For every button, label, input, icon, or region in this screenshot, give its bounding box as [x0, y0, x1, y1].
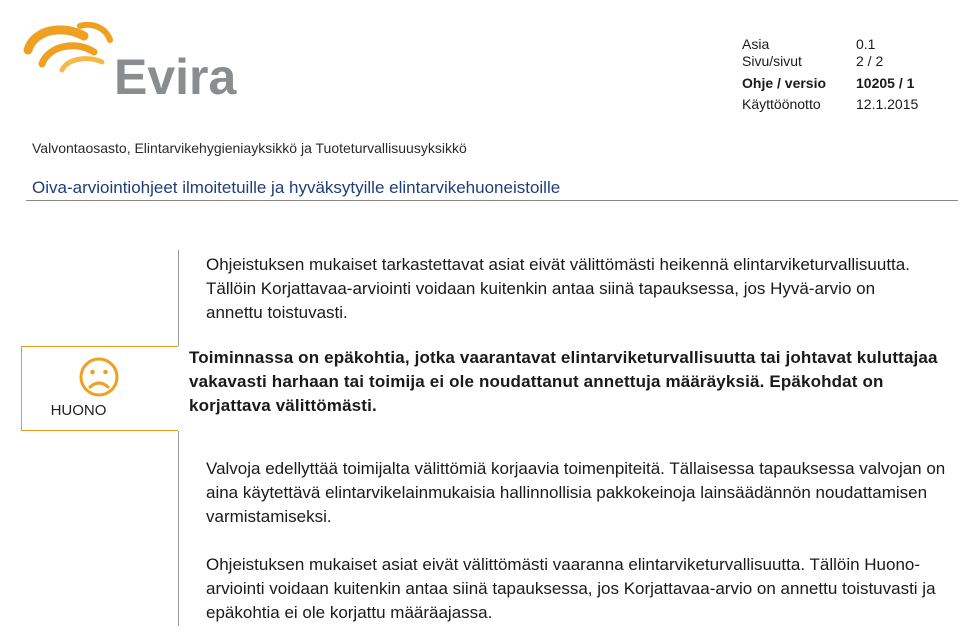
- meta-value: 2 / 2: [856, 53, 884, 69]
- header-divider: [26, 200, 958, 201]
- evira-logo: [22, 22, 272, 102]
- department-line: Valvontaosasto, Elintarvikehygieniayksikkö ja Tuoteturvallisuusyksikkö: [32, 140, 467, 156]
- meta-value: 10205 / 1: [856, 75, 915, 91]
- paragraph-huono-note: Ohjeistuksen mukaiset asiat eivät välittömästi vaaranna elintarviketurvallisuutta. Tällöin Huono-arviointi voidaan kuitenkin antaa siinä tapauksessa, jos Korjattavaa-arvio on annettu toistuvasti ja epäkohtia ei ole korjattu määräajassa.: [206, 555, 936, 622]
- meta-label: Käyttöönotto: [742, 96, 821, 112]
- left-rule-bottom: [178, 431, 179, 626]
- sad-face-icon: [78, 356, 120, 398]
- evira-logo-text: Evira: [114, 49, 237, 102]
- meta-label: Sivu/sivut: [742, 53, 802, 69]
- rating-label: HUONO: [50, 402, 107, 419]
- meta-value: 0.1: [856, 36, 876, 52]
- meta-label: Asia: [742, 36, 770, 52]
- meta-label: Ohje / versio: [742, 75, 827, 91]
- evira-logo-swirl: [28, 25, 110, 70]
- left-rule-top: [178, 250, 179, 346]
- meta-value: 12.1.2015: [856, 96, 919, 112]
- paragraph-huono-definition: Toiminnassa on epäkohtia, jotka vaarantavat elintarviketurvallisuutta tai johtavat kuluttajaa vakavasti harhaan tai toimija ei ole noudattanut annettuja määräyksiä. Epäkohdat on korjattava välittömästi.: [189, 348, 938, 415]
- paragraph-korjattavaa-note: Ohjeistuksen mukaiset tarkastettavat asiat eivät välittömästi heikennä elintarviketurvallisuutta. Tällöin Korjattavaa-arviointi voidaan kuitenkin antaa siinä tapauksessa, jos Hyvä-arvio on annettu toistuvasti.: [206, 255, 910, 322]
- paragraph-corrective-actions: Valvoja edellyttää toimijalta välittömiä korjaavia toimenpiteitä. Tällaisessa tapauksessa valvojan on aina käytettävä elintarvikelainmukaisia hallinnollisia pakkokeinoja lainsäädännön noudattamisen varmistamiseksi.: [206, 459, 946, 526]
- document-title: Oiva-arviointiohjeet ilmoitetuille ja hyväksytyille elintarvikehuoneistoille: [32, 178, 561, 197]
